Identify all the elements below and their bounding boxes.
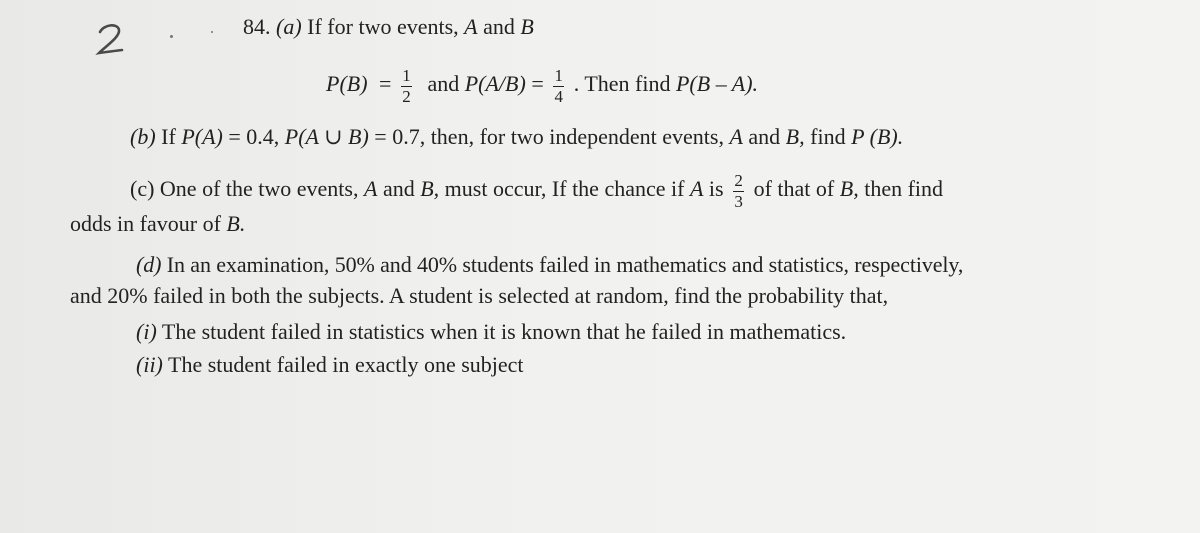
fraction-numerator: 1 xyxy=(554,65,563,85)
question-84a-line xyxy=(243,14,534,40)
handwritten-mark xyxy=(92,20,132,64)
formula-pab: P(A/B) xyxy=(464,71,526,96)
sub-i-label: (i) xyxy=(136,319,157,344)
part-b-label: (b) xyxy=(130,124,156,149)
formula-pb-minus-a: P(B – A). xyxy=(675,71,759,96)
event-b: B. xyxy=(226,211,246,236)
event-a: A xyxy=(689,176,704,201)
if-word: If xyxy=(161,124,176,149)
equals-sign: = xyxy=(531,71,544,96)
stray-dot xyxy=(211,31,213,33)
fraction-numerator: 2 xyxy=(734,170,743,190)
part-d-text: In an examination, 50% and 40% students failed in mathematics and statistics, respectively, xyxy=(166,252,964,277)
part-c-label: (c) xyxy=(130,176,155,201)
and-word: and xyxy=(748,124,781,149)
question-number: 84. xyxy=(243,14,271,39)
event-a: A xyxy=(363,176,378,201)
part-c-text: odds in favour of xyxy=(70,211,221,236)
part-b-line xyxy=(130,124,903,150)
pa-value: = 0.4, xyxy=(228,124,280,149)
part-d-line-1 xyxy=(136,252,963,278)
part-a-intro: If for two events, xyxy=(307,14,459,39)
sub-ii-text: The student failed in exactly one subject xyxy=(168,352,524,377)
part-d-label: (d) xyxy=(136,252,162,277)
and-word: and xyxy=(382,176,415,201)
equals-sign: = xyxy=(379,71,392,96)
part-a-label: (a) xyxy=(276,14,302,39)
fraction-denominator: 4 xyxy=(554,86,563,106)
part-c-text: must occur, If the chance if xyxy=(444,176,685,201)
part-c-line-2 xyxy=(70,211,245,237)
fraction-two-thirds xyxy=(733,172,744,210)
pa-union-b-value: = 0.7, then, for two independent events, xyxy=(374,124,724,149)
sub-i-line xyxy=(136,319,846,345)
fraction-one-quarter xyxy=(553,67,564,105)
and-word: and xyxy=(427,71,460,96)
formula-pa: P(A) xyxy=(181,124,223,149)
stray-dot xyxy=(170,35,173,38)
event-b: B, xyxy=(839,176,859,201)
formula-pb: P(B) xyxy=(326,71,368,96)
part-c-text: of that of xyxy=(753,176,835,201)
part-d-text: and 20% failed in both the subjects. A student is selected at random, find the probability that, xyxy=(70,283,889,308)
and-word: and xyxy=(483,14,515,39)
then-find-text: . Then find xyxy=(573,71,671,96)
fraction-one-half xyxy=(401,67,412,105)
sub-i-text: The student failed in statistics when it is known that he failed in mathematics. xyxy=(161,319,847,344)
formula-pa-union-b: P(A ∪ B) xyxy=(284,124,369,149)
event-b: B, xyxy=(785,124,805,149)
fraction-numerator: 1 xyxy=(402,65,411,85)
part-c-line xyxy=(130,160,943,218)
fraction-denominator: 2 xyxy=(402,86,411,106)
part-c-text: then find xyxy=(864,176,944,201)
find-word: find xyxy=(810,124,846,149)
part-d-line-2 xyxy=(70,283,888,309)
part-a-formula xyxy=(326,64,758,105)
event-b: B xyxy=(520,14,534,39)
event-a: A xyxy=(729,124,743,149)
sub-ii-line xyxy=(136,352,524,378)
event-b: B, xyxy=(420,176,440,201)
formula-pb: P (B). xyxy=(851,124,904,149)
part-c-text: One of the two events, xyxy=(159,176,359,201)
sub-ii-label: (ii) xyxy=(136,352,163,377)
event-a: A xyxy=(464,14,478,39)
is-word: is xyxy=(708,176,724,201)
fraction-denominator: 3 xyxy=(734,191,743,211)
